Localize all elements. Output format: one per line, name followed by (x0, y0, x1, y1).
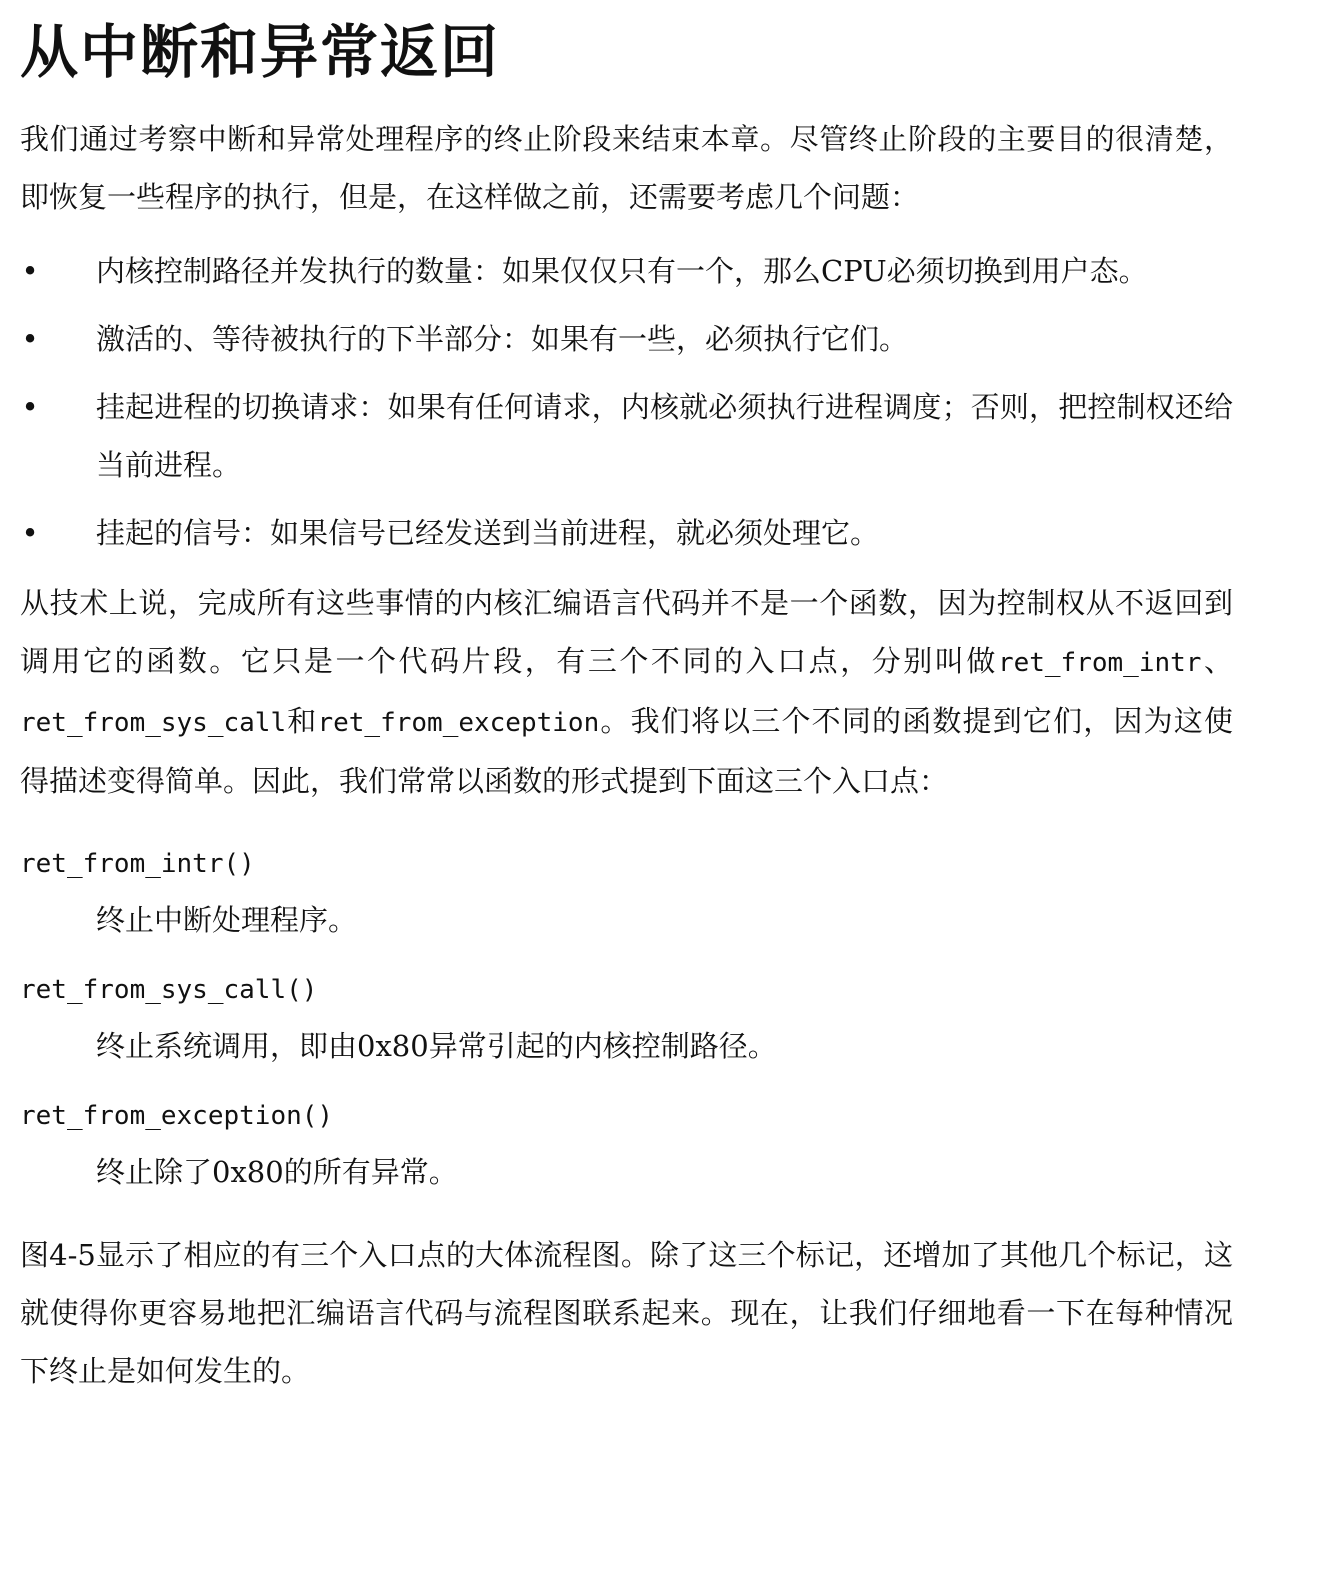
entry-point-list (20, 836, 1233, 1200)
closing-paragraph: 图4-5显示了相应的有三个入口点的大体流程图。除了这三个标记，还增加了其他几个标记，这就使得你更容易地把汇编语言代码与流程图联系起来。现在，让我们仔细地看一下在每种情况下终止是如何发生的。 (20, 1238, 1233, 1388)
code-ret-from-intr: ret_from_intr (997, 648, 1202, 678)
entry-description: 终止中断处理程序。 (96, 903, 358, 937)
list-item-text: 挂起的信号：如果信号已经发送到当前进程，就必须处理它。 (96, 516, 880, 550)
bullet-icon: • (21, 322, 39, 356)
paragraph-text: 从技术上说，完成所有这些事情的内核汇编语言代码并不是一个函数，因为控制权从不返回到调用它的函数。它只是一个代码片段，有三个不同的入口点，分别叫做 (20, 586, 1233, 678)
entry-description: 终止系统调用，即由0x80异常引起的内核控制路径。 (96, 1029, 777, 1063)
code-ret-from-sys-call: ret_from_sys_call (20, 708, 287, 738)
separator-text: 、 (1201, 644, 1233, 678)
bullet-icon: • (21, 516, 39, 550)
list-item-text: 挂起进程的切换请求：如果有任何请求，内核就必须执行进程调度；否则，把控制权还给当前进程。 (96, 390, 1233, 482)
list-item (20, 378, 1233, 494)
intro-paragraph: 我们通过考察中断和异常处理程序的终止阶段来结束本章。尽管终止阶段的主要目的很清楚，即恢复一些程序的执行，但是，在这样做之前，还需要考虑几个问题： (20, 122, 1233, 214)
list-item (20, 242, 1233, 300)
entry-name: ret_from_sys_call() (20, 975, 318, 1005)
code-ret-from-exception: ret_from_exception (317, 708, 600, 738)
list-item (20, 504, 1233, 562)
technical-paragraph (20, 574, 1233, 810)
list-item (20, 310, 1233, 368)
entry-description: 终止除了0x80的所有异常。 (96, 1155, 458, 1189)
list-item-text: 激活的、等待被执行的下半部分：如果有一些，必须执行它们。 (96, 322, 909, 356)
issue-list (20, 242, 1233, 562)
bullet-icon: • (21, 390, 39, 424)
entry-name: ret_from_exception() (20, 1101, 334, 1131)
section-heading: 从中断和异常返回 (20, 18, 501, 86)
bullet-icon: • (21, 254, 39, 288)
conjunction-text: 和 (286, 704, 318, 738)
entry-name: ret_from_intr() (20, 849, 255, 879)
paragraph-text: 。我们将以三个不同的函数提到它们，因为这使得描述变得简单。因此，我们常常以函数的形式提到下面这三个入口点： (20, 704, 1233, 798)
list-item-text: 内核控制路径并发执行的数量：如果仅仅只有一个，那么CPU必须切换到用户态。 (96, 254, 1148, 288)
